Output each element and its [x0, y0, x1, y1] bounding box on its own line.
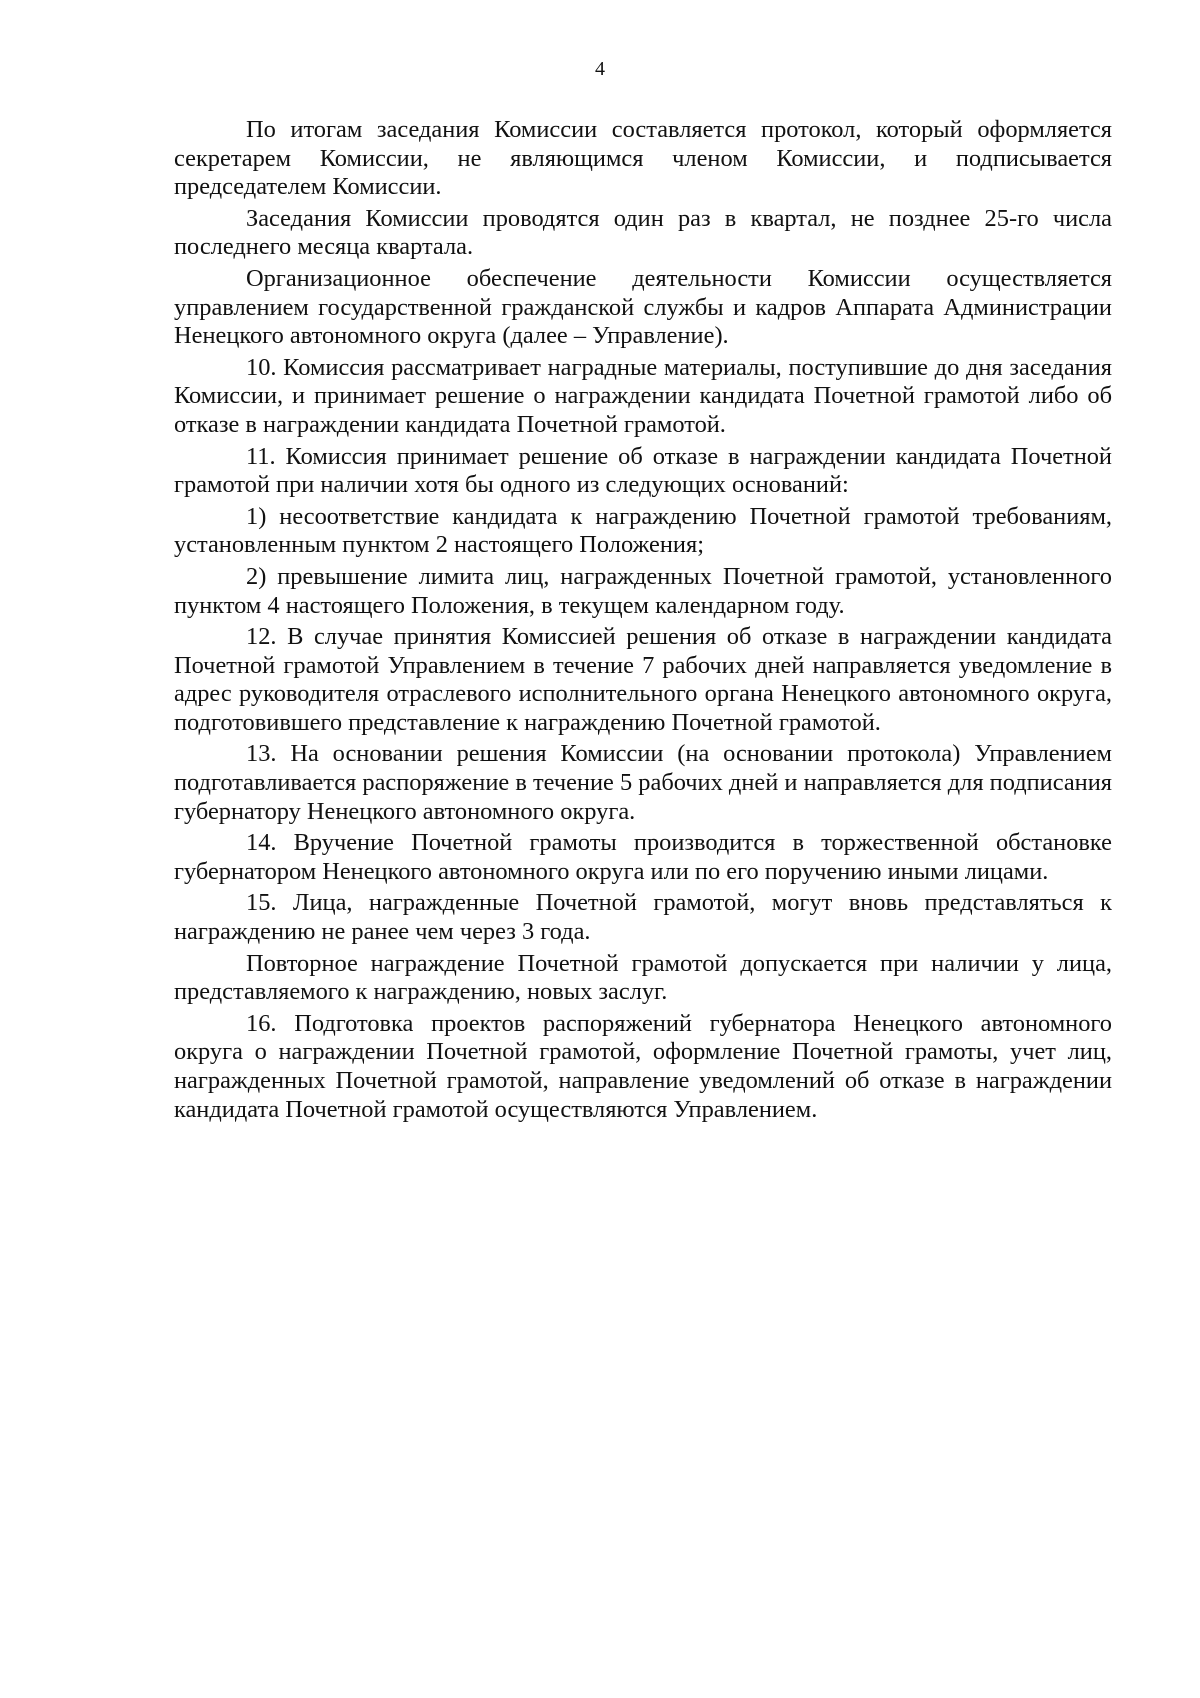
paragraph-item-11-2: 2) превышение лимита лиц, награжденных Почетной грамотой, установленного пунктом 4 настоящего Положения, в текущем календарном году. [174, 562, 1112, 619]
paragraph-item-11-1: 1) несоответствие кандидата к награждению Почетной грамотой требованиям, установленным пунктом 2 настоящего Положения; [174, 502, 1112, 559]
paragraph-repeat-award: Повторное награждение Почетной грамотой допускается при наличии у лица, представляемого к награждению, новых заслуг. [174, 949, 1112, 1006]
paragraph-item-11: 11. Комиссия принимает решение об отказе в награждении кандидата Почетной грамотой при наличии хотя бы одного из следующих оснований: [174, 442, 1112, 499]
paragraph-item-16: 16. Подготовка проектов распоряжений губернатора Ненецкого автономного округа о награждении Почетной грамотой, оформление Почетной грамоты, учет лиц, награжденных Почетной грамотой, направление уведомлений об отказе в награждении кандидата Почетной грамотой осуществляются Управлением. [174, 1009, 1112, 1123]
paragraph-meeting-schedule: Заседания Комиссии проводятся один раз в квартал, не позднее 25-го числа последнего месяца квартала. [174, 204, 1112, 261]
paragraph-item-12: 12. В случае принятия Комиссией решения об отказе в награждении кандидата Почетной грамотой Управлением в течение 7 рабочих дней направляется уведомление в адрес руководителя отраслевого исполнительного органа Ненецкого автономного округа, подготовившего представление к награждению Почетной грамотой. [174, 623, 1112, 736]
paragraph-item-13: 13. На основании решения Комиссии (на основании протокола) Управлением подготавливается распоряжение в течение 5 рабочих дней и направляется для подписания губернатору Ненецкого автономного округа. [174, 740, 1112, 825]
paragraph-item-14: 14. Вручение Почетной грамоты производится в торжественной обстановке губернатором Ненецкого автономного округа или по его поручению иными лицами. [174, 829, 1112, 885]
paragraph-organizational-support: Организационное обеспечение деятельности Комиссии осуществляется управлением государственной гражданской службы и кадров Аппарата Администрации Ненецкого автономного округа (далее – Управление). [174, 264, 1112, 350]
paragraph-protocol: По итогам заседания Комиссии составляется протокол, который оформляется секретарем Комиссии, не являющимся членом Комиссии, и подписывается председателем Комиссии. [174, 116, 1112, 201]
paragraph-item-15: 15. Лица, награжденные Почетной грамотой, могут вновь представляться к награждению не ранее чем через 3 года. [174, 889, 1112, 946]
page-number: 4 [595, 58, 605, 80]
document-body [174, 116, 1112, 1127]
paragraph-item-10: 10. Комиссия рассматривает наградные материалы, поступившие до дня заседания Комиссии, и принимает решение о награждении кандидата Почетной грамотой либо об отказе в награждении кандидата Почетной грамотой. [174, 353, 1112, 438]
